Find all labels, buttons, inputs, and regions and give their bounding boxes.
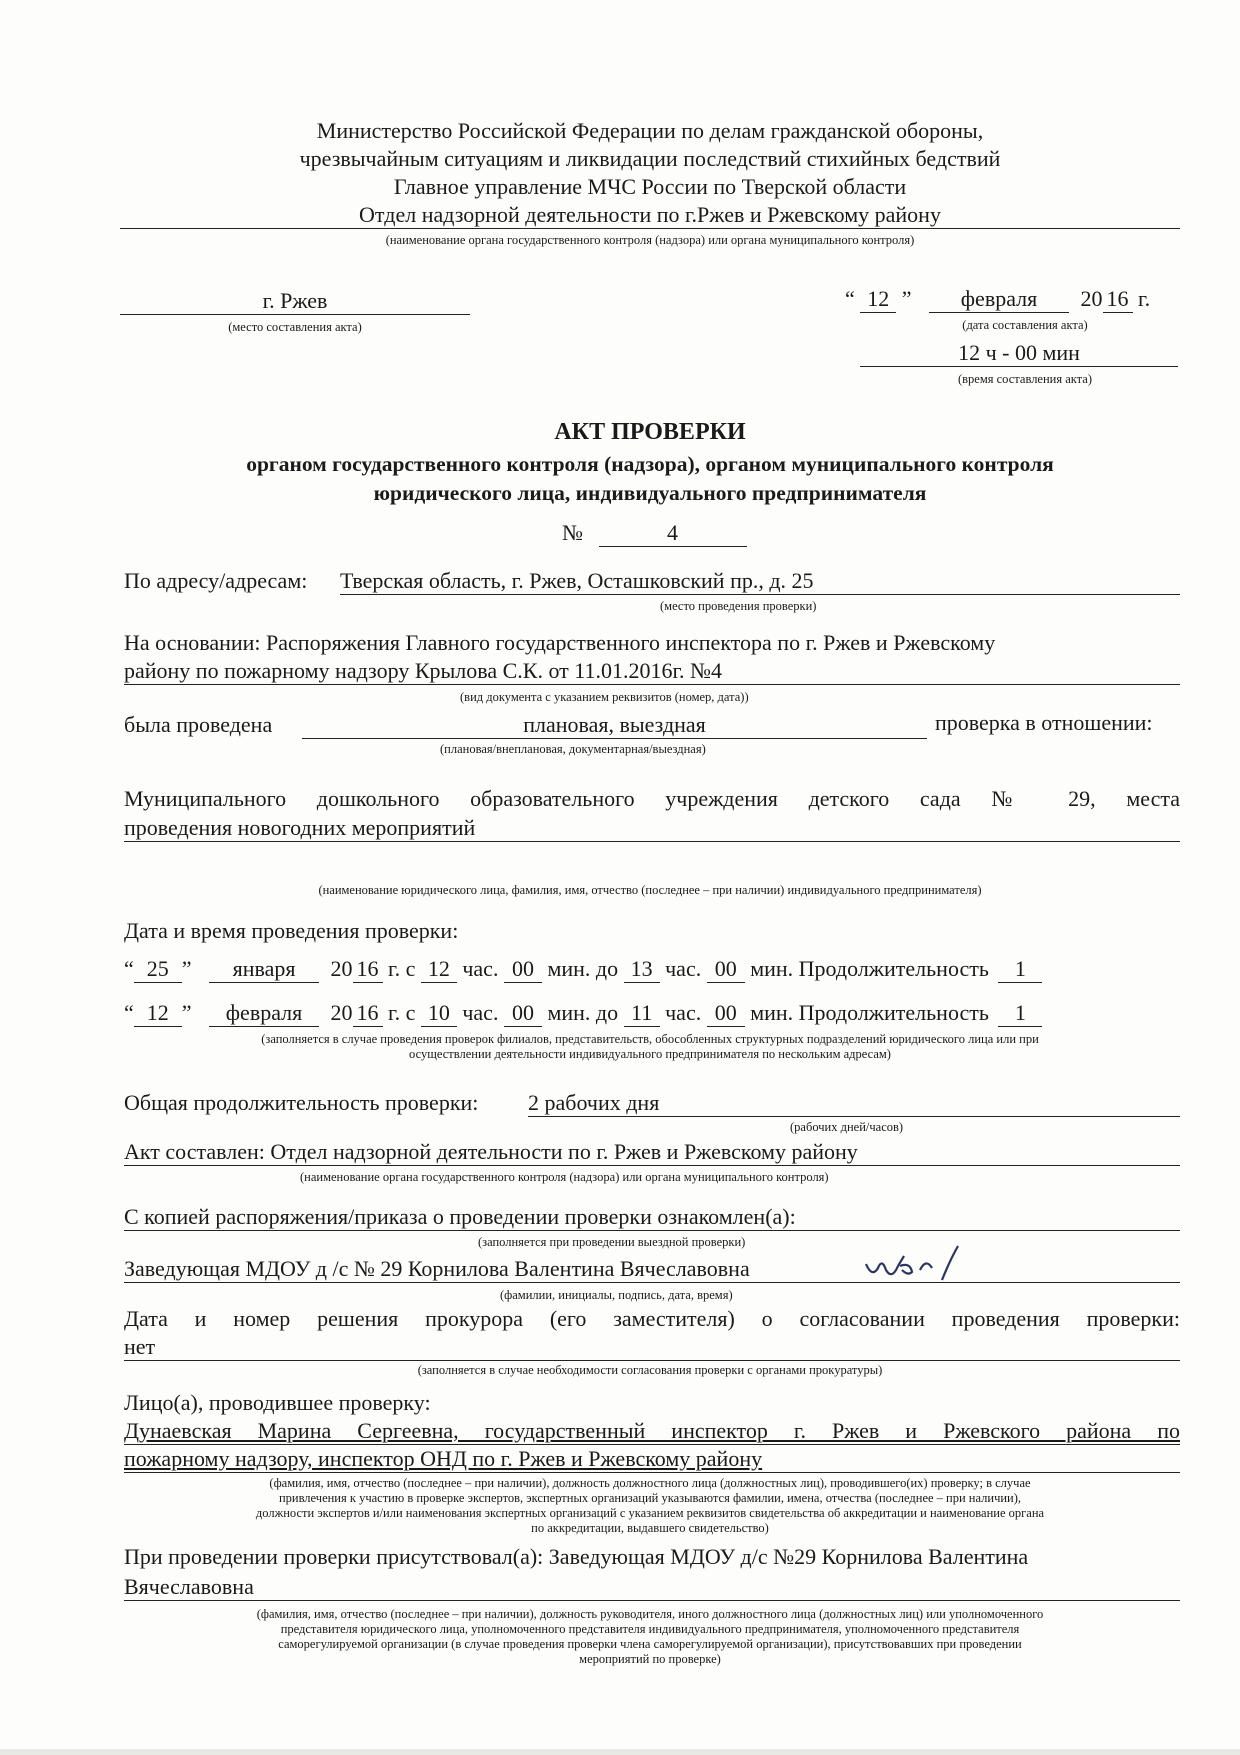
schedule-row-1: “ 25 ” января 20 16 г. с 12 час. 00 мин. до 13 час. 00 мин. Продолжительность 1 [124, 956, 1042, 983]
present-caption-1: (фамилия, имя, отчество (последнее – при наличии), должность руководителя, иного должностного лица (должностных лиц) или уполномоченного [256, 1607, 1044, 1621]
row1-day: 25 [134, 956, 182, 983]
department-line: Отдел надзорной деятельности по г.Ржев и Ржевскому району [120, 202, 1180, 229]
address-value: Тверская область, г. Ржев, Осташковский пр., д. 25 [340, 568, 1180, 595]
present-line-2: Вячеславовна [124, 1574, 1180, 1601]
compiled-line [124, 1139, 1180, 1166]
copy-caption-2: (фамилии, инициалы, подпись, дата, время) [500, 1288, 733, 1302]
place-value: г. Ржев [120, 288, 470, 315]
department-caption: (наименование органа государственного контроля (надзора) или органа муниципального контроля) [385, 233, 915, 247]
conducted-suffix: проверка в отношении: [935, 710, 1153, 735]
inspector-line-2: пожарному надзору, инспектор ОНД по г. Ржев и Ржевскому району [124, 1446, 1180, 1473]
inspector-line-1: Дунаевская Марина Сергеевна, государственный инспектор г. Ржев и Ржевского района по [124, 1418, 1180, 1443]
row2-to-label: мин. до [547, 1000, 619, 1025]
act-time: 12 ч - 00 мин [860, 340, 1178, 367]
inspector-label: Лицо(а), проводившее проверку: [124, 1390, 431, 1415]
basis-caption: (вид документа с указанием реквизитов (номер, дата)) [460, 690, 749, 704]
signature [860, 1240, 980, 1286]
row2-h2: 11 [624, 1000, 660, 1027]
compiled-label: Акт составлен: [124, 1139, 265, 1164]
row2-m2: 00 [707, 1000, 745, 1027]
row2-hours-label-2: час. [665, 1000, 702, 1025]
date-month: февраля [929, 286, 1069, 313]
prosecutor-caption: (заполняется в случае необходимости согласования проверки с органами прокуратуры) [417, 1363, 883, 1377]
row2-from-label: г. с [388, 1000, 416, 1025]
row1-month: января [209, 956, 319, 983]
present-caption-2: представителя юридического лица, уполномоченного представителя индивидуального предпринимателя, уполномоченного представителя [280, 1622, 1020, 1636]
present-caption-4: мероприятий по проверке) [579, 1652, 721, 1666]
date-year-suffix: 16 [1103, 286, 1133, 313]
total-caption: (рабочих дней/часов) [790, 1120, 904, 1134]
place-caption: (место составления акта) [228, 320, 362, 334]
date-day: 12 [860, 286, 896, 313]
act-date [845, 286, 1150, 313]
date-caption: (дата составления акта) [962, 318, 1088, 332]
row2-day: 12 [134, 1000, 182, 1027]
ministry-line-1: Министерство Российской Федерации по делам гражданской обороны, [316, 118, 984, 143]
prosecutor-line: Дата и номер решения прокурора (его заместителя) о согласовании проведения проверки: [124, 1306, 1180, 1331]
row2-year-prefix: 20 [330, 1000, 353, 1025]
total-label: Общая продолжительность проверки: [124, 1090, 479, 1115]
inspector-caption-3: должности экспертов и/или наименования экспертных организаций с указанием реквизитов свидетельства об аккредитации и наименование органа [255, 1506, 1045, 1520]
act-number [562, 520, 747, 547]
schedule-caption-2: осуществлении деятельности индивидуального предпринимателя по нескольким адресам) [409, 1047, 891, 1061]
inspector-caption-4: по аккредитации, выдавшего свидетельство) [531, 1521, 769, 1535]
row1-duration: 1 [998, 956, 1042, 983]
ministry-line-2: чрезвычайным ситуациям и ликвидации последствий стихийных бедствий [299, 146, 1001, 171]
date-open-quote: “ [845, 286, 855, 311]
row1-m1: 00 [504, 956, 542, 983]
row1-year-prefix: 20 [330, 956, 353, 981]
conducted-label: была проведена [124, 712, 273, 737]
inspector-caption-1: (фамилия, имя, отчество (последнее – при наличии), должность должностного лица (должностных лиц), проводившего(их) проверку; в случае [269, 1476, 1031, 1490]
number-value: 4 [599, 520, 747, 547]
date-year-unit: г. [1138, 286, 1151, 311]
act-subtitle-2: юридического лица, индивидуального предпринимателя [373, 481, 927, 505]
present-line-1: При проведении проверки присутствовал(а): Заведующая МДОУ д/с №29 Корнилова Валентина [124, 1544, 1029, 1569]
compiled-value: Отдел надзорной деятельности по г. Ржев и Ржевскому району [270, 1139, 858, 1164]
row2-year: 16 [353, 1000, 383, 1027]
row1-to-label: мин. до [547, 956, 619, 981]
date-close-quote: ” [901, 286, 912, 311]
address-caption: (место проведения проверки) [660, 599, 817, 613]
row2-hours-label: час. [462, 1000, 499, 1025]
row2-m1: 00 [504, 1000, 542, 1027]
row1-hours-label: час. [462, 956, 499, 981]
act-title: АКТ ПРОВЕРКИ [554, 419, 746, 445]
row1-h2: 13 [624, 956, 660, 983]
row1-h1: 12 [421, 956, 457, 983]
entity-caption: (наименование юридического лица, фамилия, имя, отчество (последнее – при наличии) индивидуального предпринимателя) [318, 883, 982, 897]
basis-line-2: району по пожарному надзору Крылова С.К. от 11.01.2016г. №4 [124, 658, 1180, 685]
row1-from-label: г. с [388, 956, 416, 981]
scan-edge [0, 1749, 1240, 1755]
row1-year: 16 [353, 956, 383, 983]
row2-duration: 1 [998, 1000, 1042, 1027]
schedule-caption-1: (заполняется в случае проведения проверок филиалов, представительств, обособленных структурных подразделений юридического лица или при [261, 1032, 1039, 1046]
row2-h1: 10 [421, 1000, 457, 1027]
copy-value: Заведующая МДОУ д /с № 29 Корнилова Валентина Вячеславовна [124, 1256, 1180, 1283]
copy-label: С копией распоряжения/приказа о проведении проверки ознакомлен(а): [124, 1204, 1180, 1231]
address-label: По адресу/адресам: [124, 568, 308, 593]
present-caption-3: саморегулируемой организации (в случае проведения проверки члена саморегулируемой организации), присутствовавших при проведении [278, 1637, 1022, 1651]
inspector-caption-2: привлечения к участию в проверке экспертов, экспертных организаций указываются фамилии, имена, отчества (последнее – при наличии), [278, 1491, 1022, 1505]
schedule-row-2: “ 12 ” февраля 20 16 г. с 10 час. 00 мин. до 11 час. 00 мин. Продолжительность 1 [124, 1000, 1042, 1027]
time-caption: (время составления акта) [957, 372, 1093, 386]
basis-line-1: На основании: Распоряжения Главного государственного инспектора по г. Ржев и Ржевскому [124, 630, 996, 655]
act-subtitle-1: органом государственного контроля (надзора), органом муниципального контроля [246, 452, 1054, 476]
conducted-caption: (плановая/внеплановая, документарная/выездная) [440, 742, 706, 756]
row1-duration-label: мин. Продолжительность [750, 956, 989, 981]
row2-month: февраля [209, 1000, 319, 1027]
row1-hours-label-2: час. [665, 956, 702, 981]
ministry-line-3: Главное управление МЧС России по Тверской области [393, 174, 907, 199]
row1-m2: 00 [707, 956, 745, 983]
schedule-label: Дата и время проведения проверки: [124, 918, 459, 943]
prosecutor-value: нет [124, 1334, 1180, 1361]
number-label: № [562, 520, 583, 545]
copy-caption-1: (заполняется при проведении выездной проверки) [478, 1235, 746, 1249]
entity-line-2: проведения новогодних мероприятий [124, 815, 1180, 842]
entity-line-1: Муниципального дошкольного образовательного учреждения детского сада № 29, места [124, 786, 1180, 811]
date-year-prefix: 20 [1080, 286, 1103, 311]
row2-duration-label: мин. Продолжительность [750, 1000, 989, 1025]
total-value: 2 рабочих дня [528, 1090, 1180, 1117]
conducted-value: плановая, выездная [302, 712, 927, 739]
compiled-caption: (наименование органа государственного контроля (надзора) или органа муниципального контроля) [300, 1170, 829, 1184]
